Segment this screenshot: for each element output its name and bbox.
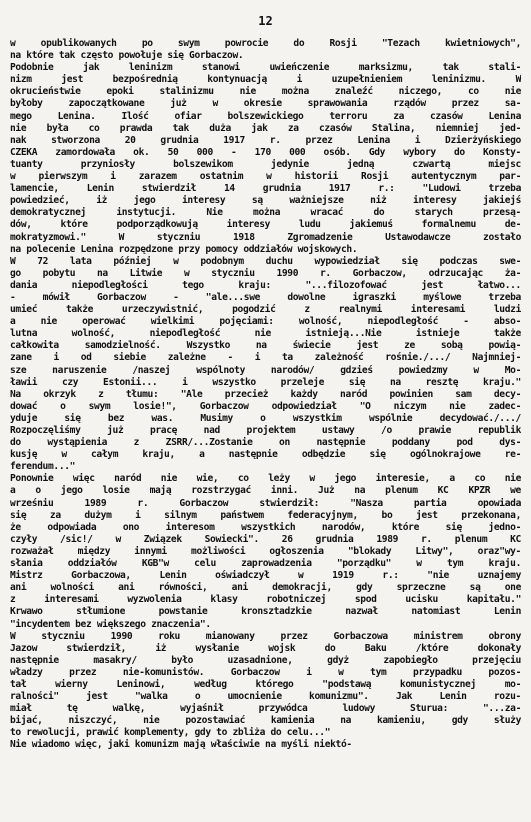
text-line: Nie wiadomo więc, jaki komunizm mają właściwie na myśli niektó- [10,739,352,751]
text-line: tuanty przyniosły bolszewikom jedynie jedną czwartą miejsc [10,158,521,170]
text-line: na polecenie Lenina rozpędzone przy pomocy oddziałów wojskowych. [10,243,358,255]
text-line: okrucieństwie epoki stalinizmu nie można znaleźć niczego, co nie [10,86,521,98]
text-line: W styczniu 1990 roku mianowany przez Gorbaczowa ministrem obrony [10,630,521,642]
text-line: nie była co prawda tak duża jak za czasów Stalina, niemniej jed- [10,122,521,134]
text-line: Krwawo stłumione powstanie kronsztadzkie nazwał natomiast Lenin [10,606,521,618]
text-line: miał tę walkę, wyjaśnił przywódca ludowy Sturua: "...za- [10,703,521,715]
text-line: nak stworzona 20 grudnia 1917 r. przez Lenina i Dzierżyńskiego [10,134,521,146]
text-line: sze naruszenie /naszej wspólnoty narodów/ gdzieś powiedzmy w Mo- [10,364,521,376]
text-line: Ponownie więc naród nie wie, co leży w jego interesie, a co nie [10,473,521,485]
text-line: dania niepodległości tego kraju: "...filozofować jest łatwo... [10,279,521,291]
text-line: - mówił Gorbaczow - "ale...swe dowolne igraszki myślowe trzeba [10,291,521,303]
text-line: dować o swym losie!", Gorbaczow odpowiedział "O niczym nie zadec- [10,400,521,412]
text-line: Podobnie jak leninizm stanowi uwieńczenie marksizmu, tak stali- [10,62,521,74]
text-line: a nie operować wielkimi pojęciami: wolność, niepodległość - abso- [10,316,521,328]
text-line: z interesami wyzwolenia klasy robotniczej spod ucisku kapitału." [10,594,521,606]
text-line: do wystąpienia z ZSRR/...Zostanie on następnie poddany pod dys- [10,437,521,449]
text-line: mokratyzmowi." W styczniu 1918 Zgromadzenie Ustawodawcze zostało [10,231,521,243]
body-text [10,38,521,752]
text-line: zane i od siebie zależne - i ta zależność rośnie./.../ Najmniej- [10,352,521,364]
text-line: ralności" jest "walka o umocnienie komunizmu". Jak Lenin rozu- [10,691,521,703]
text-line: w pierwszym i zarazem ostatnim w historii Rosji autentycznym par- [10,171,521,183]
text-line: powiedzieć, iż jego interesy są ważniejsze niż interesy jakiejś [10,195,521,207]
text-line: całkowita samodzielność. Wszystko na świecie jest ze sobą powią- [10,340,521,352]
text-line: W 72 lata później w podobnym duchu wypowiedział się podczas swe- [10,255,521,267]
text-line: się za dużym i silnym państwem federacyjnym, bo jest przekonana, [10,509,521,521]
text-line: kusję w całym kraju, a następnie odbędzie się ogólnokrajowe re- [10,449,521,461]
text-line: że odpowiada ono interesom wszystkich narodów, które się jedno- [10,521,521,533]
text-line: demokratycznej instytucji. Nie można wracać do starych przesą- [10,207,521,219]
text-line: czyły /sic!/ w Związek Sowiecki". 26 grudnia 1989 r. plenum KC [10,533,521,545]
text-line: go pobytu na Litwie w styczniu 1990 r. Gorbaczow, odrzucając ża- [10,267,521,279]
text-line: a o jego losie mają rozstrzygać inni. Już na plenum KC KPZR we [10,485,521,497]
text-line: lamencie, Lenin stwierdził 14 grudnia 1917 r.: "Ludowi trzeba [10,183,521,195]
text-line: rozważał między innymi możliwości ogłoszenia "blokady Litwy", oraz"wy- [10,545,521,557]
text-line: "incydentem bez większego znaczenia". [10,618,211,630]
text-line: słania oddziałów KGB"w celu zaprowadzenia "porządku" w tym kraju. [10,558,521,570]
text-line: to rewolucji, prawić komplementy, gdy to zbliża do celu..." [10,727,331,739]
text-line: CZEKA zamordowała ok. 50 000 - 170 000 osób. Gdy wybory do Konsty- [10,146,521,158]
text-line: Na okrzyk z tłumu: "Ale przecież każdy naród powinien sam decy- [10,388,521,400]
text-line: Rozpoczęliśmy już pracę nad projektem ustawy /o prawie republik [10,425,521,436]
text-line: tał wierny Leninowi, według którego "podstawą komunistycznej mo- [10,678,521,690]
page-number: 12 [258,14,273,28]
text-line: następnie masakry/ było uzasadnione, gdyż zapobiegło przejęciu [10,654,521,666]
text-line: ani wolności ani równości, ani demokracji, gdy sprzeczne są one [10,582,521,594]
text-line: nizm jest bezpośrednią kontynuacją i uzupełnieniem leninizmu. W [10,74,521,86]
text-line: na które tak często powołuje się Gorbaczow. [10,50,244,62]
text-line: wrześniu 1989 r. Gorbaczow stwierdził: "Nasza partia opowiada [10,497,521,509]
text-line: Mistrz Gorbaczowa, Lenin oświadczył w 1919 r.: "nie uznajemy [10,570,521,582]
text-line: bijać, niszczyć, nie pozostawiać kamienia na kamieniu, gdy służy [10,715,521,727]
text-line: władzy przez nie-komunistów. Gorbaczow i w tym przypadku pozos- [10,666,521,678]
text-line: w opublikowanych po swym powrocie do Rosji "Tezach kwietniowych", [10,38,521,49]
text-line: mego Lenina. Ilość ofiar bolszewickiego terroru za czasów Lenina [10,110,521,122]
text-line: ferendum..." [10,461,76,473]
text-line: ławii czy Estonii... i wszystko przeleje się na resztę kraju." [10,376,521,388]
text-line: Jazow stwierdził, iż wysłanie wojsk do Baku /które dokonały [10,642,521,654]
text-line: dów, które podporządkowują interesy ludu jakiemuś formalnemu de- [10,219,521,231]
text-line: byłoby zapoczątkowane już w okresie sprawowania rządów przez sa- [10,98,521,110]
text-line: umieć także urzeczywistnić, pogodzić z realnymi interesami ludzi [10,304,521,316]
text-line: yduje się bez was. Musimy o wszystkim wspólnie decydować./.../ [10,412,521,424]
text-line: lutna wolność, niepodległość nie istnieją...Nie istnieje także [10,328,521,340]
